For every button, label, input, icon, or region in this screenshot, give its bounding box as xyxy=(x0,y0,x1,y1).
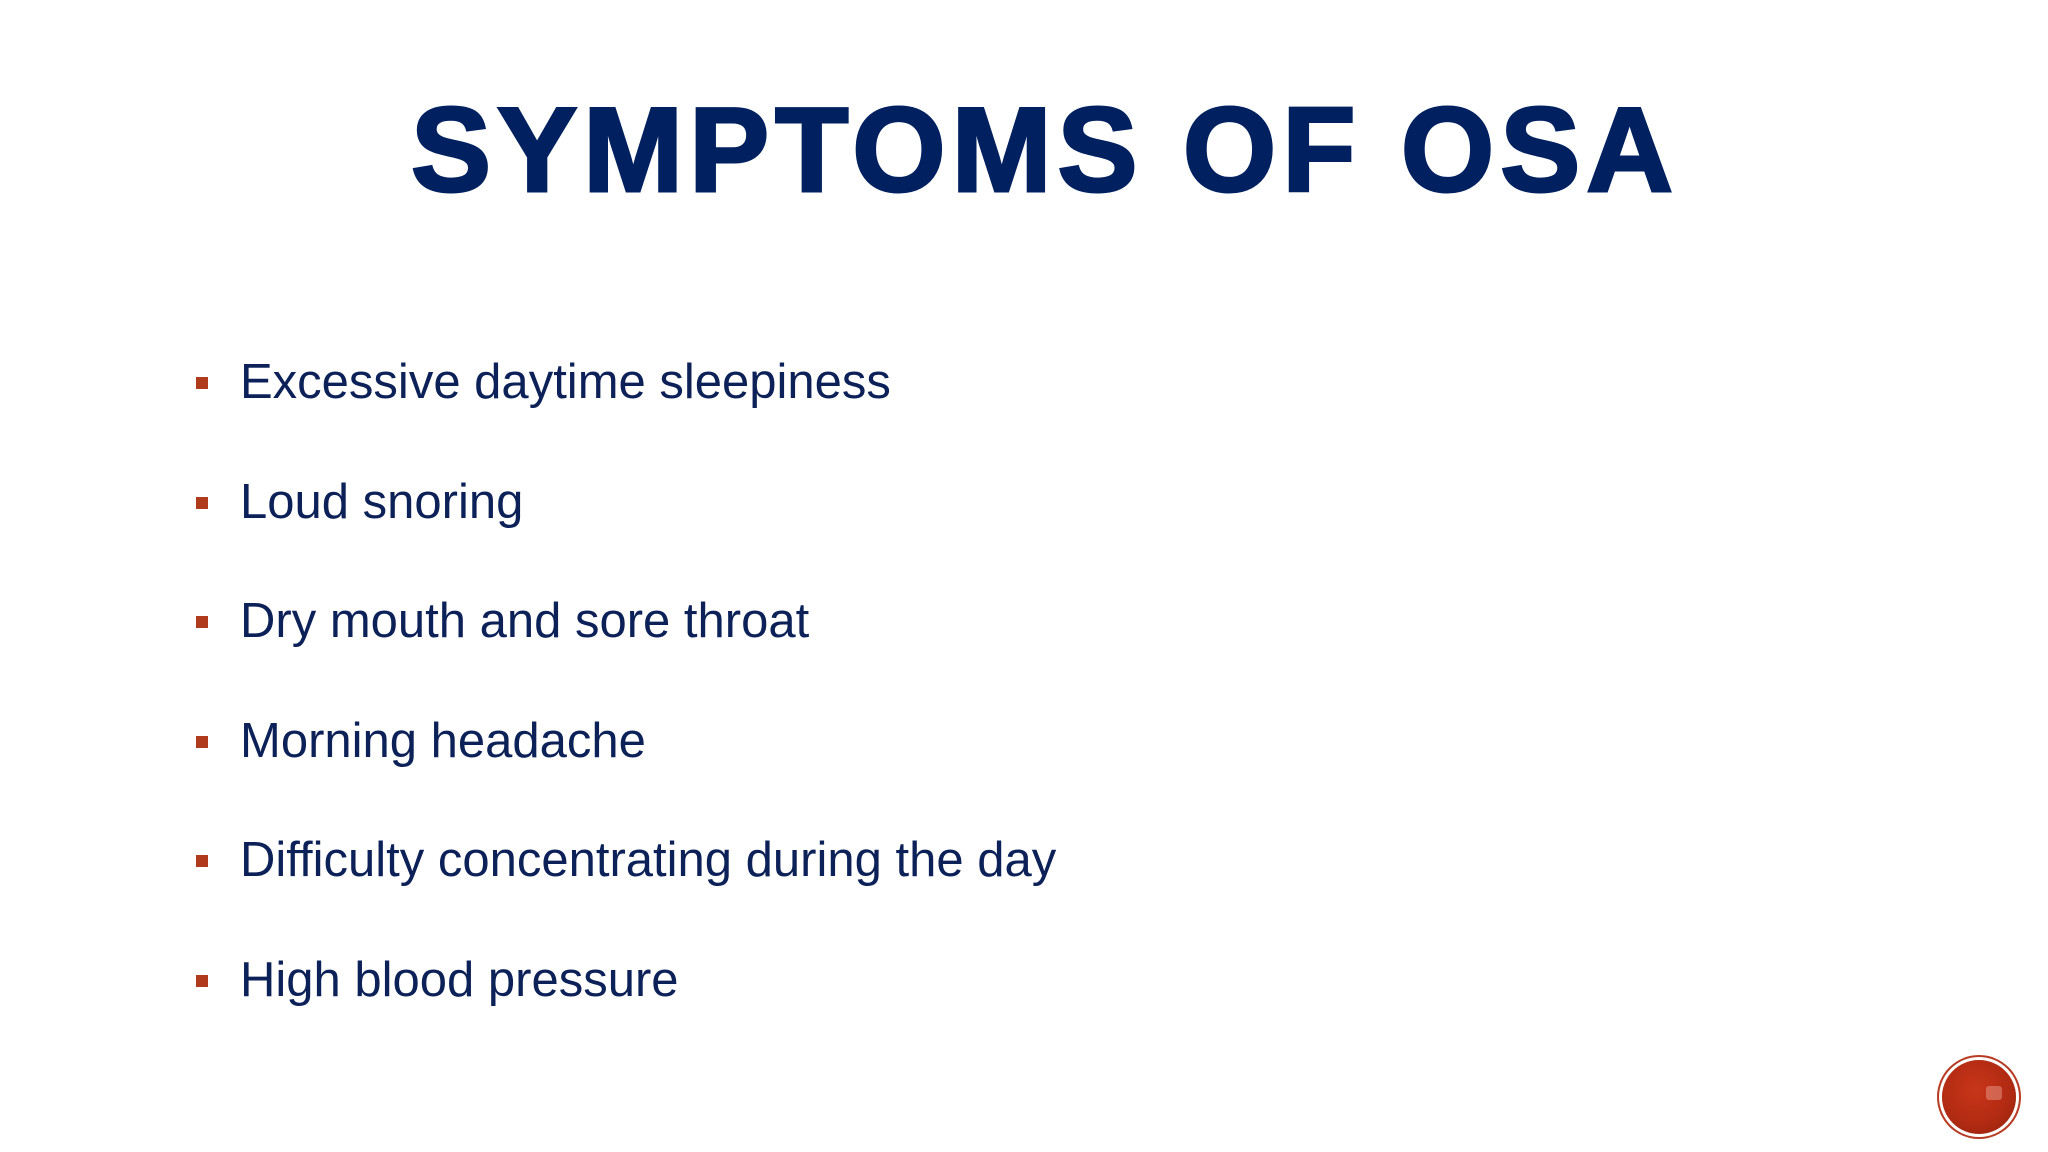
bullet-text: Morning headache xyxy=(240,713,646,768)
square-bullet-icon xyxy=(196,497,208,509)
square-bullet-icon xyxy=(196,736,208,748)
bullet-text: Loud snoring xyxy=(240,474,524,529)
square-bullet-icon xyxy=(196,377,208,389)
bullet-text: Difficulty concentrating during the day xyxy=(240,833,1057,887)
slide-title: SYMPTOMS OF OSA xyxy=(411,83,1679,217)
circle-nav-button-icon[interactable] xyxy=(1942,1060,2016,1134)
square-bullet-icon xyxy=(196,975,208,987)
square-bullet-icon xyxy=(196,855,208,867)
square-bullet-icon xyxy=(196,616,208,628)
bullet-text: Dry mouth and sore throat xyxy=(240,594,810,648)
bullet-text: High blood pressure xyxy=(240,952,679,1007)
bullet-text: Excessive daytime sleepiness xyxy=(240,355,891,409)
